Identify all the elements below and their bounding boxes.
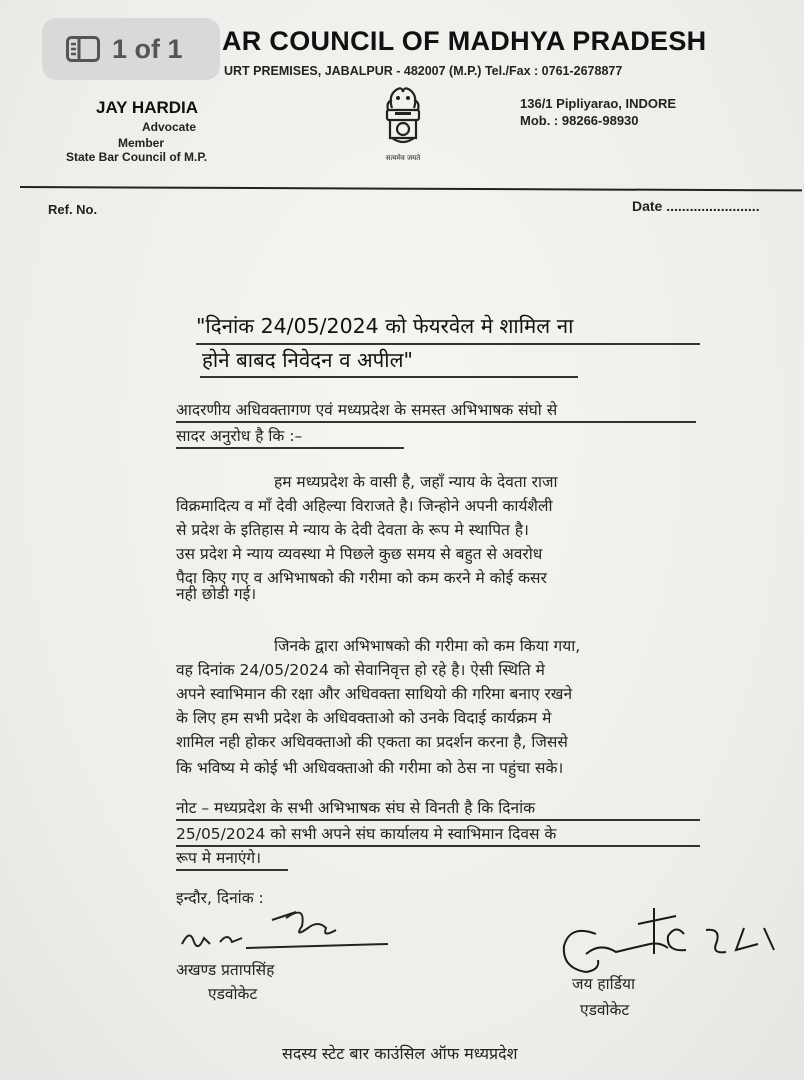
letterhead-address: URT PREMISES, JABALPUR - 482007 (M.P.) Tel./Fax : 0761-2678877 <box>224 64 623 78</box>
para1-line-2: विक्रमादित्य व माँ देवी अहिल्या विराजते है। जिन्होने अपनी कार्यशैली <box>176 497 553 515</box>
para1-line-5: पैदा किए गए व अभिभाषको की गरीमा को कम करने मे कोई कसर <box>176 569 547 587</box>
letterhead-role-council: State Bar Council of M.P. <box>66 150 208 164</box>
letterhead-right-mobile: Mob. : 98266-98930 <box>520 113 639 128</box>
left-signatory-title: एडवोकेट <box>208 985 258 1003</box>
note-underline-3 <box>176 869 288 871</box>
salutation-line-1: आदरणीय अधिवक्तागण एवं मध्यप्रदेश के समस्त अभिभाषक संघो से <box>176 401 558 419</box>
date-label: Date ........................ <box>632 198 760 214</box>
para2-line-5: शामिल नही होकर अधिवक्ताओ की एकता का प्रदर्शन करना है, जिससे <box>176 733 568 751</box>
para2-line-4: के लिए हम सभी प्रदेश के अधिवक्ताओ को उनके विदाई कार्यक्रम मे <box>176 709 552 727</box>
subject-underline-1 <box>196 343 700 345</box>
note-line-1: नोट – मध्यप्रदेश के सभी अभिभाषक संघ से विनती है कि दिनांक <box>176 799 535 817</box>
subject-line-1: "दिनांक 24/05/2024 को फेयरवेल मे शामिल ना <box>196 314 574 338</box>
letterhead-title: AR COUNCIL OF MADHYA PRADESH <box>222 26 707 56</box>
para2-line-2: वह दिनांक 24/05/2024 को सेवानिवृत्त हो रहे है। ऐसी स्थिति मे <box>176 661 545 679</box>
note-line-3: रूप मे मनाएंगे। <box>176 849 262 867</box>
national-emblem-icon <box>378 84 428 170</box>
left-signatory-name: अखण्ड प्रतापसिंह <box>176 961 275 979</box>
para1-line-1: हम मध्यप्रदेश के वासी है, जहाँ न्याय के देवता राजा <box>274 473 558 491</box>
right-signature <box>556 894 786 984</box>
page-indicator-pill[interactable] <box>42 18 220 80</box>
page-indicator-label: 1 of 1 <box>112 33 183 64</box>
subject-underline-2 <box>200 376 578 378</box>
sidebar-pages-icon <box>66 36 100 62</box>
letterhead-divider <box>20 186 802 191</box>
para1-line-6: नही छोडी गई। <box>176 585 257 603</box>
letterhead-right-address: 136/1 Pipliyarao, INDORE <box>520 96 677 111</box>
salutation-underline-1 <box>176 421 696 423</box>
para2-line-1: जिनके द्वारा अभिभाषको की गरीमा को कम किया गया, <box>274 637 581 655</box>
letterhead-role-member: Member <box>118 136 165 150</box>
letterhead-role-advocate: Advocate <box>142 120 197 134</box>
para1-line-3: से प्रदेश के इतिहास मे न्याय के देवी देवता के रूप मे स्थापित है। <box>176 521 529 539</box>
para2-line-3: अपने स्वाभिमान की रक्षा और अधिवक्ता साथियो की गरिमा बनाए रखने <box>176 685 573 703</box>
note-line-2: 25/05/2024 को सभी अपने संघ कार्यालय मे स्वाभिमान दिवस के <box>176 825 557 843</box>
subject-line-2: होने बाबद निवेदन व अपील" <box>202 348 413 372</box>
place-date-label: इन्दौर, दिनांक : <box>176 889 264 907</box>
para2-line-6: कि भविष्य मे कोई भी अधिवक्ताओ की गरीमा को ठेस ना पहुंचा सके। <box>176 759 564 777</box>
right-signatory-title: एडवोकेट <box>580 1001 630 1019</box>
ref-no-label: Ref. No. <box>48 202 98 217</box>
para1-line-4: उस प्रदेश मे न्याय व्यवस्था मे पिछले कुछ समय से बहुत से अवरोध <box>176 545 543 563</box>
letterhead-name: JAY HARDIA <box>96 98 199 117</box>
left-signature <box>176 898 396 958</box>
salutation-underline-2 <box>176 447 404 449</box>
note-underline-1 <box>176 819 700 821</box>
footer-council-membership: सदस्य स्टेट बार काउंसिल ऑफ मध्यप्रदेश <box>282 1044 518 1063</box>
salutation-line-2: सादर अनुरोध है कि :– <box>176 427 303 445</box>
emblem-caption: सत्यमेव जयते <box>385 154 421 162</box>
right-signatory-name: जय हार्डिया <box>572 975 635 993</box>
